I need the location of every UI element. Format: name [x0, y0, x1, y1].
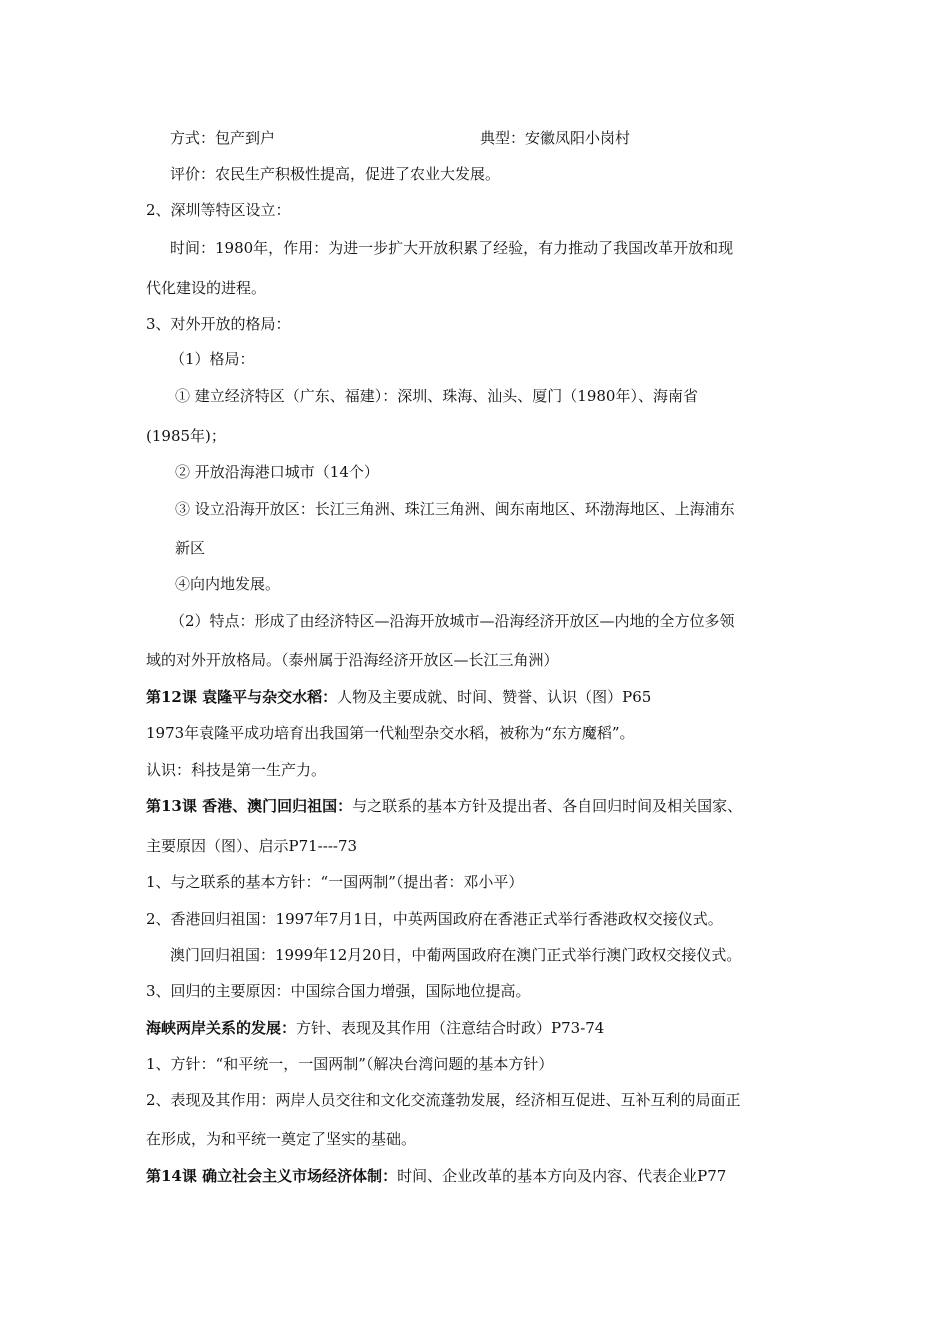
- hong-kong-return: 2、香港回归祖国：1997年7月1日，中英两国政府在香港正式举行香港政权交接仪式。: [146, 910, 723, 928]
- lesson-13-heading-cont: 主要原因（图）、启示P71----73: [146, 837, 358, 855]
- pattern-features: （2）特点：形成了由经济特区—沿海开放城市—沿海经济开放区—内地的全方位多领: [170, 612, 735, 630]
- lesson-14-heading: 第14课 确立社会主义市场经济体制：时间、企业改革的基本方向及内容、代表企业P77: [146, 1167, 727, 1185]
- cross-strait-policy: 1、方针：“和平统一，一国两制”（解决台湾问题的基本方针）: [146, 1055, 554, 1073]
- method-line: 方式：包产到户: [170, 129, 276, 147]
- pattern-subheading: （1）格局：: [170, 350, 255, 368]
- lesson-13-policy: 1、与之联系的基本方针：“一国两制”（提出者：邓小平）: [146, 873, 524, 891]
- lesson-12-fact: 1973年袁隆平成功培育出我国第一代籼型杂交水稻，被称为“东方魔稻”。: [146, 724, 635, 742]
- cross-strait-heading: 海峡两岸关系的发展：方针、表现及其作用（注意结合时政）P73-74: [146, 1019, 605, 1037]
- heading-special-zones: 2、深圳等特区设立：: [146, 201, 291, 219]
- evaluation-line: 评价：农民生产积极性提高，促进了农业大发展。: [170, 165, 501, 183]
- pattern-item-4: ④向内地发展。: [175, 575, 281, 593]
- pattern-item-1: ① 建立经济特区（广东、福建）：深圳、珠海、汕头、厦门（1980年）、海南省: [175, 387, 698, 405]
- special-zone-time-line: 时间：1980年，作用：为进一步扩大开放积累了经验，有力推动了我国改革开放和现: [170, 239, 734, 257]
- pattern-item-2: ② 开放沿海港口城市（14个）: [175, 463, 379, 481]
- macau-return: 澳门回归祖国：1999年12月20日，中葡两国政府在澳门正式举行澳门政权交接仪式。: [170, 946, 742, 964]
- typical-example-line: 典型：安徽凤阳小岗村: [480, 129, 631, 147]
- special-zone-time-line-cont: 代化建设的进程。: [146, 279, 267, 297]
- return-reason: 3、回归的主要原因：中国综合国力增强，国际地位提高。: [146, 982, 531, 1000]
- pattern-features-cont: 域的对外开放格局。（泰州属于沿海经济开放区—长江三角洲）: [146, 651, 559, 669]
- lesson-12-insight: 认识：科技是第一生产力。: [146, 761, 327, 779]
- pattern-item-3: ③ 设立沿海开放区：长江三角洲、珠江三角洲、闽东南地区、环渤海地区、上海浦东: [175, 500, 735, 518]
- lesson-12-heading: 第12课 袁隆平与杂交水稻：人物及主要成就、时间、赞誉、认识（图）P65: [146, 688, 652, 706]
- cross-strait-effects: 2、表现及其作用：两岸人员交往和文化交流蓬勃发展，经济相互促进、互补互利的局面正: [146, 1091, 741, 1109]
- lesson-13-heading: 第13课 香港、澳门回归祖国：与之联系的基本方针及提出者、各自回归时间及相关国家、: [146, 797, 743, 815]
- pattern-item-1-cont: (1985年)；: [146, 427, 226, 445]
- cross-strait-effects-cont: 在形成，为和平统一奠定了坚实的基础。: [146, 1130, 417, 1148]
- heading-opening-pattern: 3、对外开放的格局：: [146, 315, 291, 333]
- pattern-item-3-cont: 新区: [175, 539, 206, 557]
